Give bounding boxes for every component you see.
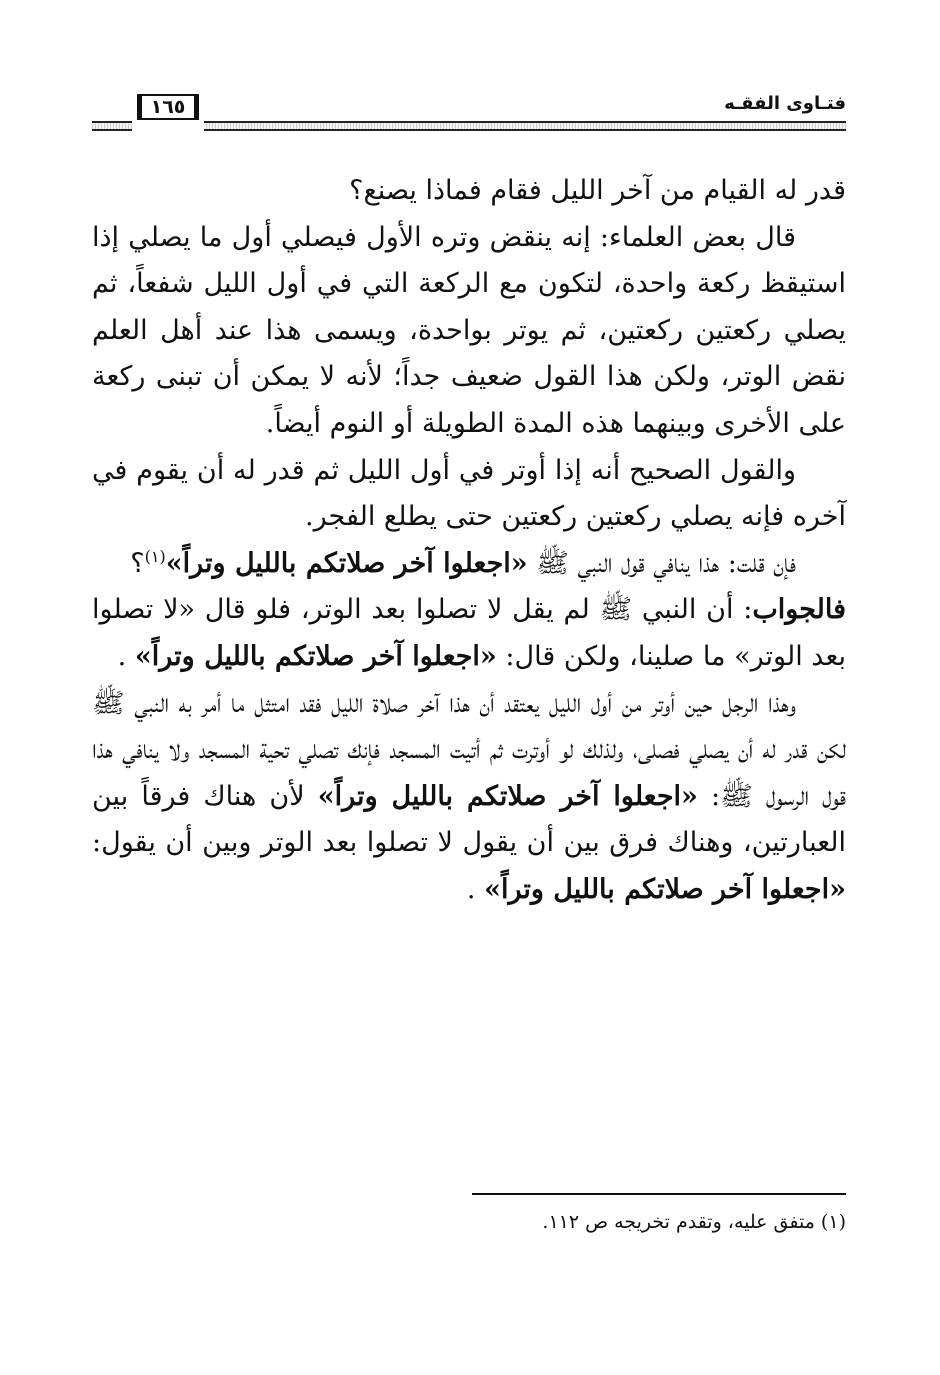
page-header	[92, 88, 846, 132]
paragraph-objection	[92, 541, 846, 588]
hadith-quote: «اجعلوا آخر صلاتكم بالليل وتراً»	[165, 547, 528, 579]
footnote-divider	[472, 1193, 846, 1195]
sentence-end: .	[117, 640, 127, 672]
paragraph-answer	[92, 587, 846, 680]
hadith-quote: «اجعلوا آخر صلاتكم بالليل وتراً»	[317, 780, 698, 812]
page-number: ١٦٥	[137, 94, 199, 120]
question-mark: ؟	[130, 547, 145, 579]
book-page	[92, 88, 846, 1288]
paragraph-scholars-opinion: قال بعض العلماء: إنه ينقض وتره الأول فيصلي أول ما يصلي إذا استيقظ ركعة واحدة، لتكون مع الركعة التي في أول الليل شفعاً، ثم يصلي ركعتين ركعتين، ثم يوتر بواحدة، ويسمى هذا عند أهل العلم نقض الوتر، ولكن هذا القول ضعيف جداً؛ لأنه لا يمكن أن تبنى ركعة على الأخرى وبينهما هذه المدة الطويلة أو النوم أيضاً.	[92, 221, 846, 439]
footnote-ref: (١)	[144, 546, 166, 566]
explanation-text: لأن هناك فرقاً بين العبارتين، وهناك فرق بين أن يقول لا تصلوا بعد الوتر وبين أن يقول:	[92, 780, 846, 859]
answer-label: فالجواب	[752, 594, 846, 626]
hadith-quote: «اجعلوا آخر صلاتكم بالليل وتراً»	[484, 873, 846, 905]
header-rule	[92, 121, 846, 131]
answer-text: : أن النبي ﷺ لم يقل لا تصلوا بعد الوتر، فلو قال «لا تصلوا بعد الوتر» ما صلينا، ولكن قال:	[92, 594, 846, 672]
sentence-end: .	[466, 873, 476, 905]
paragraph-question: قدر له القيام من آخر الليل فقام فماذا يصنع؟	[349, 175, 846, 206]
objection-lead: فإن قلت: هذا ينافي قول النبي ﷺ	[536, 547, 796, 579]
footnote: (١) متفق عليه، وتقدم تخريجه ص ١١٢.	[542, 1211, 846, 1233]
running-title: فتـاوى الفقـه	[724, 93, 846, 114]
body-text	[92, 168, 846, 914]
explanation-text: وهذا الرجل حين أوتر من أول الليل يعتقد أن هذا آخر صلاة الليل فقد امتثل ما أمر به النبي ﷺ لكن قدر له أن يصلي فصلى، ولذلك لو أوترت ثم أتيت المسجد فإنك تصلي تحية المسجد ولا ينافي هذا قول الرسول ﷺ:	[92, 687, 846, 812]
paragraph-explanation	[92, 681, 846, 914]
paragraph-correct-opinion: والقول الصحيح أنه إذا أوتر في أول الليل ثم قدر له أن يقوم في آخره فإنه يصلي ركعتين ركعتين حتى يطلع الفجر.	[92, 454, 846, 533]
hadith-quote: «اجعلوا آخر صلاتكم بالليل وتراً»	[134, 640, 497, 672]
